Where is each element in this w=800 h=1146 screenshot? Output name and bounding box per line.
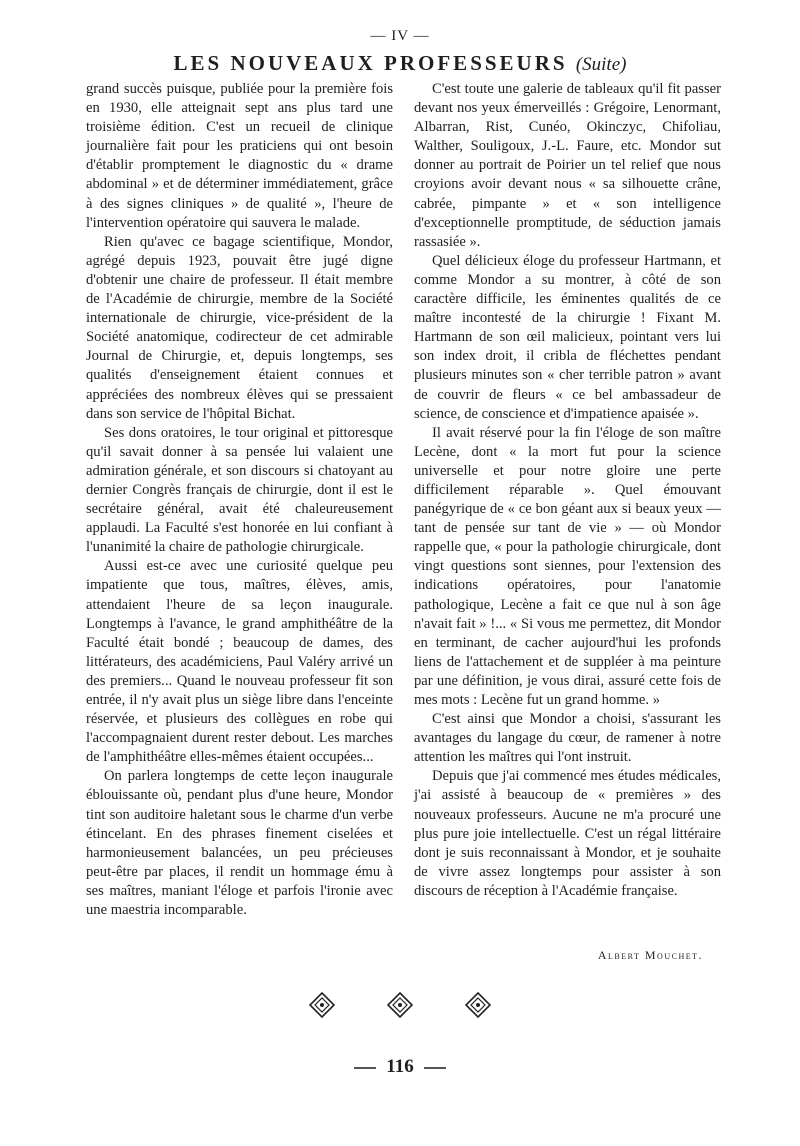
footer-rule [424,1067,446,1069]
title-suffix: (Suite) [575,54,627,75]
paragraph: grand succès puisque, publiée pour la première fois en 1930, elle atteignait sept ans plus tard une troisième édition. C'est un recueil de clinique journalière fait pour les praticiens qui ont besoin d'établir promptement le diagnostic du « drame abdominal » et de déterminer immédiatement, grâce à des signes cliniques » de qualité », l'heure de l'intervention opératoire qui sauvera le malade. [86,81,393,231]
page-footer [0,1056,800,1078]
paragraph: Quel délicieux éloge du professeur Hartmann, et comme Mondor a su montrer, à côté de son caractère difficile, les éminentes qualités de ce maître incontesté de la chirurgie ! Fixant M. Hartmann de son œil malicieux, pointant vers lui son index droit, il cribla de fléchettes pendant plusieurs minutes son « cher terrible patron » avant de couvrir de fleurs « ce bel ambassadeur de science, de conscience et d'impatience apaisée ». [414,252,721,422]
page-number: 116 [386,1056,414,1077]
diamond-flourish-icon [387,992,413,1018]
roman-page-numeral: — IV — [370,28,430,44]
footer-rule [354,1067,376,1069]
author-signature: Albert Mouchet. [597,948,703,962]
diamond-flourish-icon [309,992,335,1018]
paragraph: C'est toute une galerie de tableaux qu'il fit passer devant nos yeux émerveillés : Grégoire, Lenormant, Albarran, Rist, Cunéo, Okinczyc, Chifoliau, Walther, Souligoux, J.-L. Faure, etc. Mondor sut donner au portrait de Poirier un tel relief que nous croyions avoir devant nous « sa silhouette crâne, cabrée, pimpante » et « son intelligence d'exceptionnelle promptitude, de séduction jamais rassasiée ». [414,81,721,250]
diamond-flourish-icon [465,992,491,1018]
paragraph: On parlera longtemps de cette leçon inaugurale éblouissante où, pendant plus d'une heure, Mondor tint son auditoire haletant sous le charme d'un verbe étincelant. En des phrases finement ciselées et harmonieusement balancées, un peu précieuses peut-être par places, il rendit un hommage ému à ses maîtres, maniant l'éloge et parfois l'ironie avec une maestria incomparable. [86,768,393,919]
paragraph: C'est ainsi que Mondor a choisi, s'assurant les avantages du langage du cœur, de ramener à notre attention les maîtres qui l'ont instruit. [414,711,721,766]
title-text: LES NOUVEAUX PROFESSEURS [173,51,568,75]
paragraph: Il avait réservé pour la fin l'éloge de son maître Lecène, dont « la mort fut pour la science universelle et pour notre gloire une perte difficilement réparable ». Quel émouvant panégyrique de « ce bon géant aux si beaux yeux — tant de pensée sur tant de vie » — où Mondor rappelle que, « pour la pathologie chirurgicale, dont vingt questions sont siennes, pour l'extension des indications opératoires, pour l'anatomie pathologique, Lecène a fait ce que nul à son âge n'avait fait » !... « Si vous me permettez, dit Mondor en terminant, de cacher aujourd'hui les profonds liens de l'attachement et de suppléer à ma peinture par une définition, je vous dirai, assuré cette fois de mes mots : Lecène fut un grand homme. » [414,424,721,708]
paragraph: Aussi est-ce avec une curiosité quelque peu impatiente que tous, maîtres, élèves, amis, attendaient l'heure de sa leçon inaugurale. Longtemps à l'avance, le grand amphithéâtre de la Faculté était bondé ; beaucoup de dames, des littérateurs, des académiciens, Paul Valéry arrivé un des premiers... Quand le nouveau professeur fit son entrée, il n'y avait plus un siège libre dans l'enceinte réservée, et plusieurs des collègues en robe qui l'accompagnaient durent rester debout. Les marches de l'amphithéâtre elles-mêmes étaient occupées... [86,558,393,766]
left-column [86,80,393,920]
right-column [414,80,721,901]
paragraph: Ses dons oratoires, le tour original et pittoresque qu'il savait donner à sa pensée lui valaient une admiration générale, et son discours si chatoyant au dernier Congrès français de chirurgie, dont il est le secrétaire général, avait été chaleureusement applaudi. La Faculté s'est honorée en lui confiant à l'unanimité la chaire de pathologie chirurgicale. [86,424,393,556]
paragraph: Rien qu'avec ce bagage scientifique, Mondor, agrégé depuis 1923, pouvait être jugé digne d'obtenir une chaire de professeur. Il était membre de l'Académie de chirurgie, membre de la Société internationale de chirurgie, vice-président de la Société anatomique, codirecteur de cet admirable Journal de Chirurgie, et, depuis longtemps, ses qualités d'enseignement étaient connues et appréciées des nombreux élèves qui se pressaient dans son service de l'hôpital Bichat. [86,233,393,422]
paragraph: Depuis que j'ai commencé mes études médicales, j'ai assisté à beaucoup de « premières » des nouveaux professeurs. Aucune ne m'a procuré une plus pure joie intellectuelle. C'est un régal littéraire dont je suis reconnaissant à Mondor, et je souhaite de vivre assez longtemps pour assister à son discours de réception à l'Académie française. [414,768,721,899]
page-title [0,51,800,76]
ornament-row [0,992,800,1018]
